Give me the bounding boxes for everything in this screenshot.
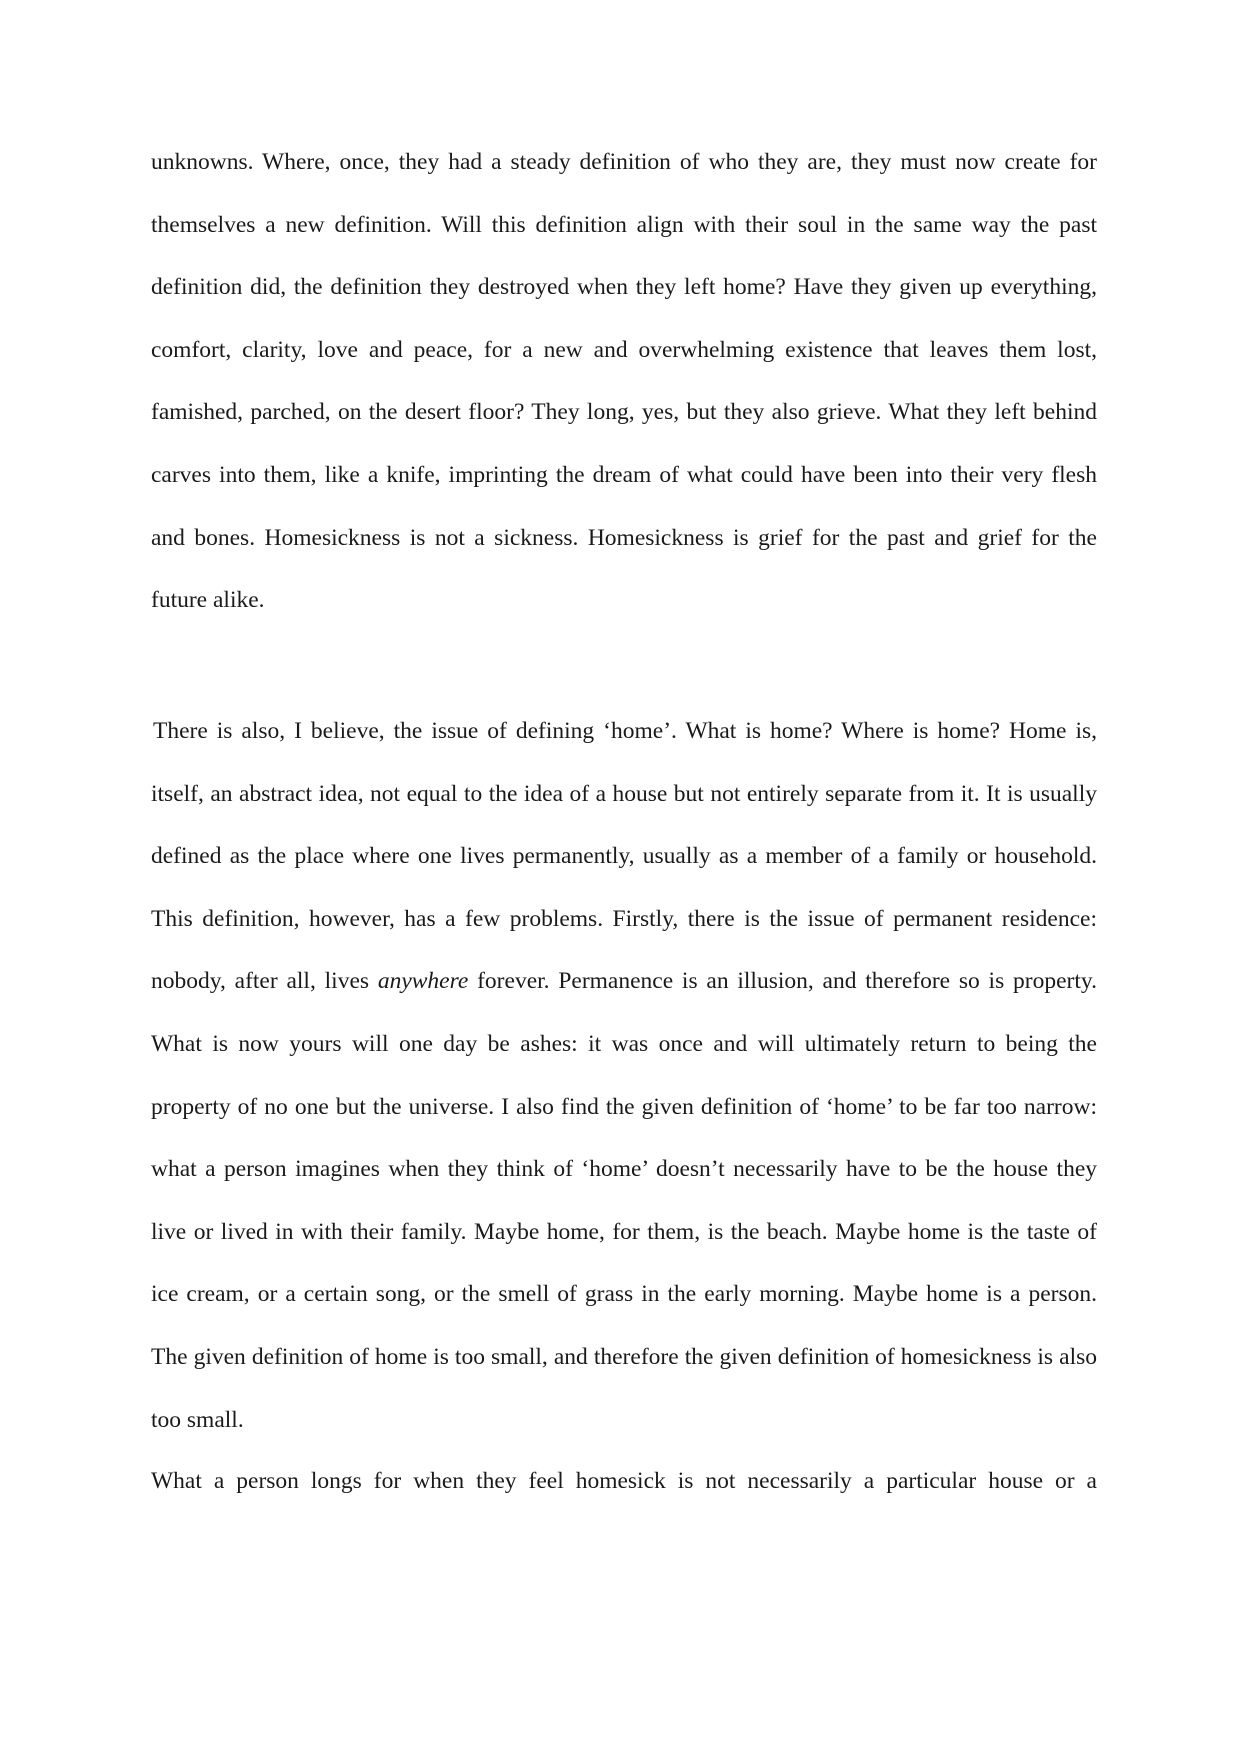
paragraph-homesickness-grief [151,131,1097,632]
paragraph-text-start: There is also, I believe, the issue of defining ‘home’. What is home? Where is home? Home is, itself, an abstract idea, not equal to the idea of a house but not entirely separate from it. It is usually defined as the place where one lives permanently, usually as a member of a family or household. This definition, however, has a few problems. Firstly, there is the issue of permanent residence: nobody, after all, lives [151,718,1097,995]
paragraph-text: What a person longs for when they feel homesick is not necessarily a particular house or a [151,1468,1097,1494]
paragraph-defining-home [151,700,1097,1451]
italic-emphasis: anywhere [377,968,469,995]
paragraph-text [151,700,1097,1451]
paragraph-text: unknowns. Where, once, they had a steady definition of who they are, they must now create for themselves a new definition. Will this definition align with their soul in the same way the past definition did, the definition they destroyed when they left home? Have they given up everything, comfort, clarity, love and peace, for a new and overwhelming existence that leaves them lost, famished, parched, on the desert floor? They long, yes, but they also grieve. What they left behind carves into them, like a knife, imprinting the dream of what could have been into their very flesh and bones. Homesickness is not a sickness. Homesickness is grief for the past and grief for the future alike. [151,149,1097,614]
paragraph-what-person-longs-for [151,1450,1097,1513]
paragraph-text-end: forever. Permanence is an illusion, and therefore so is property. What is now yours will one day be ashes: it was once and will ultimately return to being the property of no one but the universe. I also find the given definition of ‘home’ to be far too narrow: what a person imagines when they think of ‘home’ doesn’t necessarily have to be the house they live or lived in with their family. Maybe home, for them, is the beach. Maybe home is the taste of ice cream, or a certain song, or the smell of grass in the early morning. Maybe home is a person. The given definition of home is too small, and therefore the given definition of homesickness is also too small. [151,968,1097,1433]
